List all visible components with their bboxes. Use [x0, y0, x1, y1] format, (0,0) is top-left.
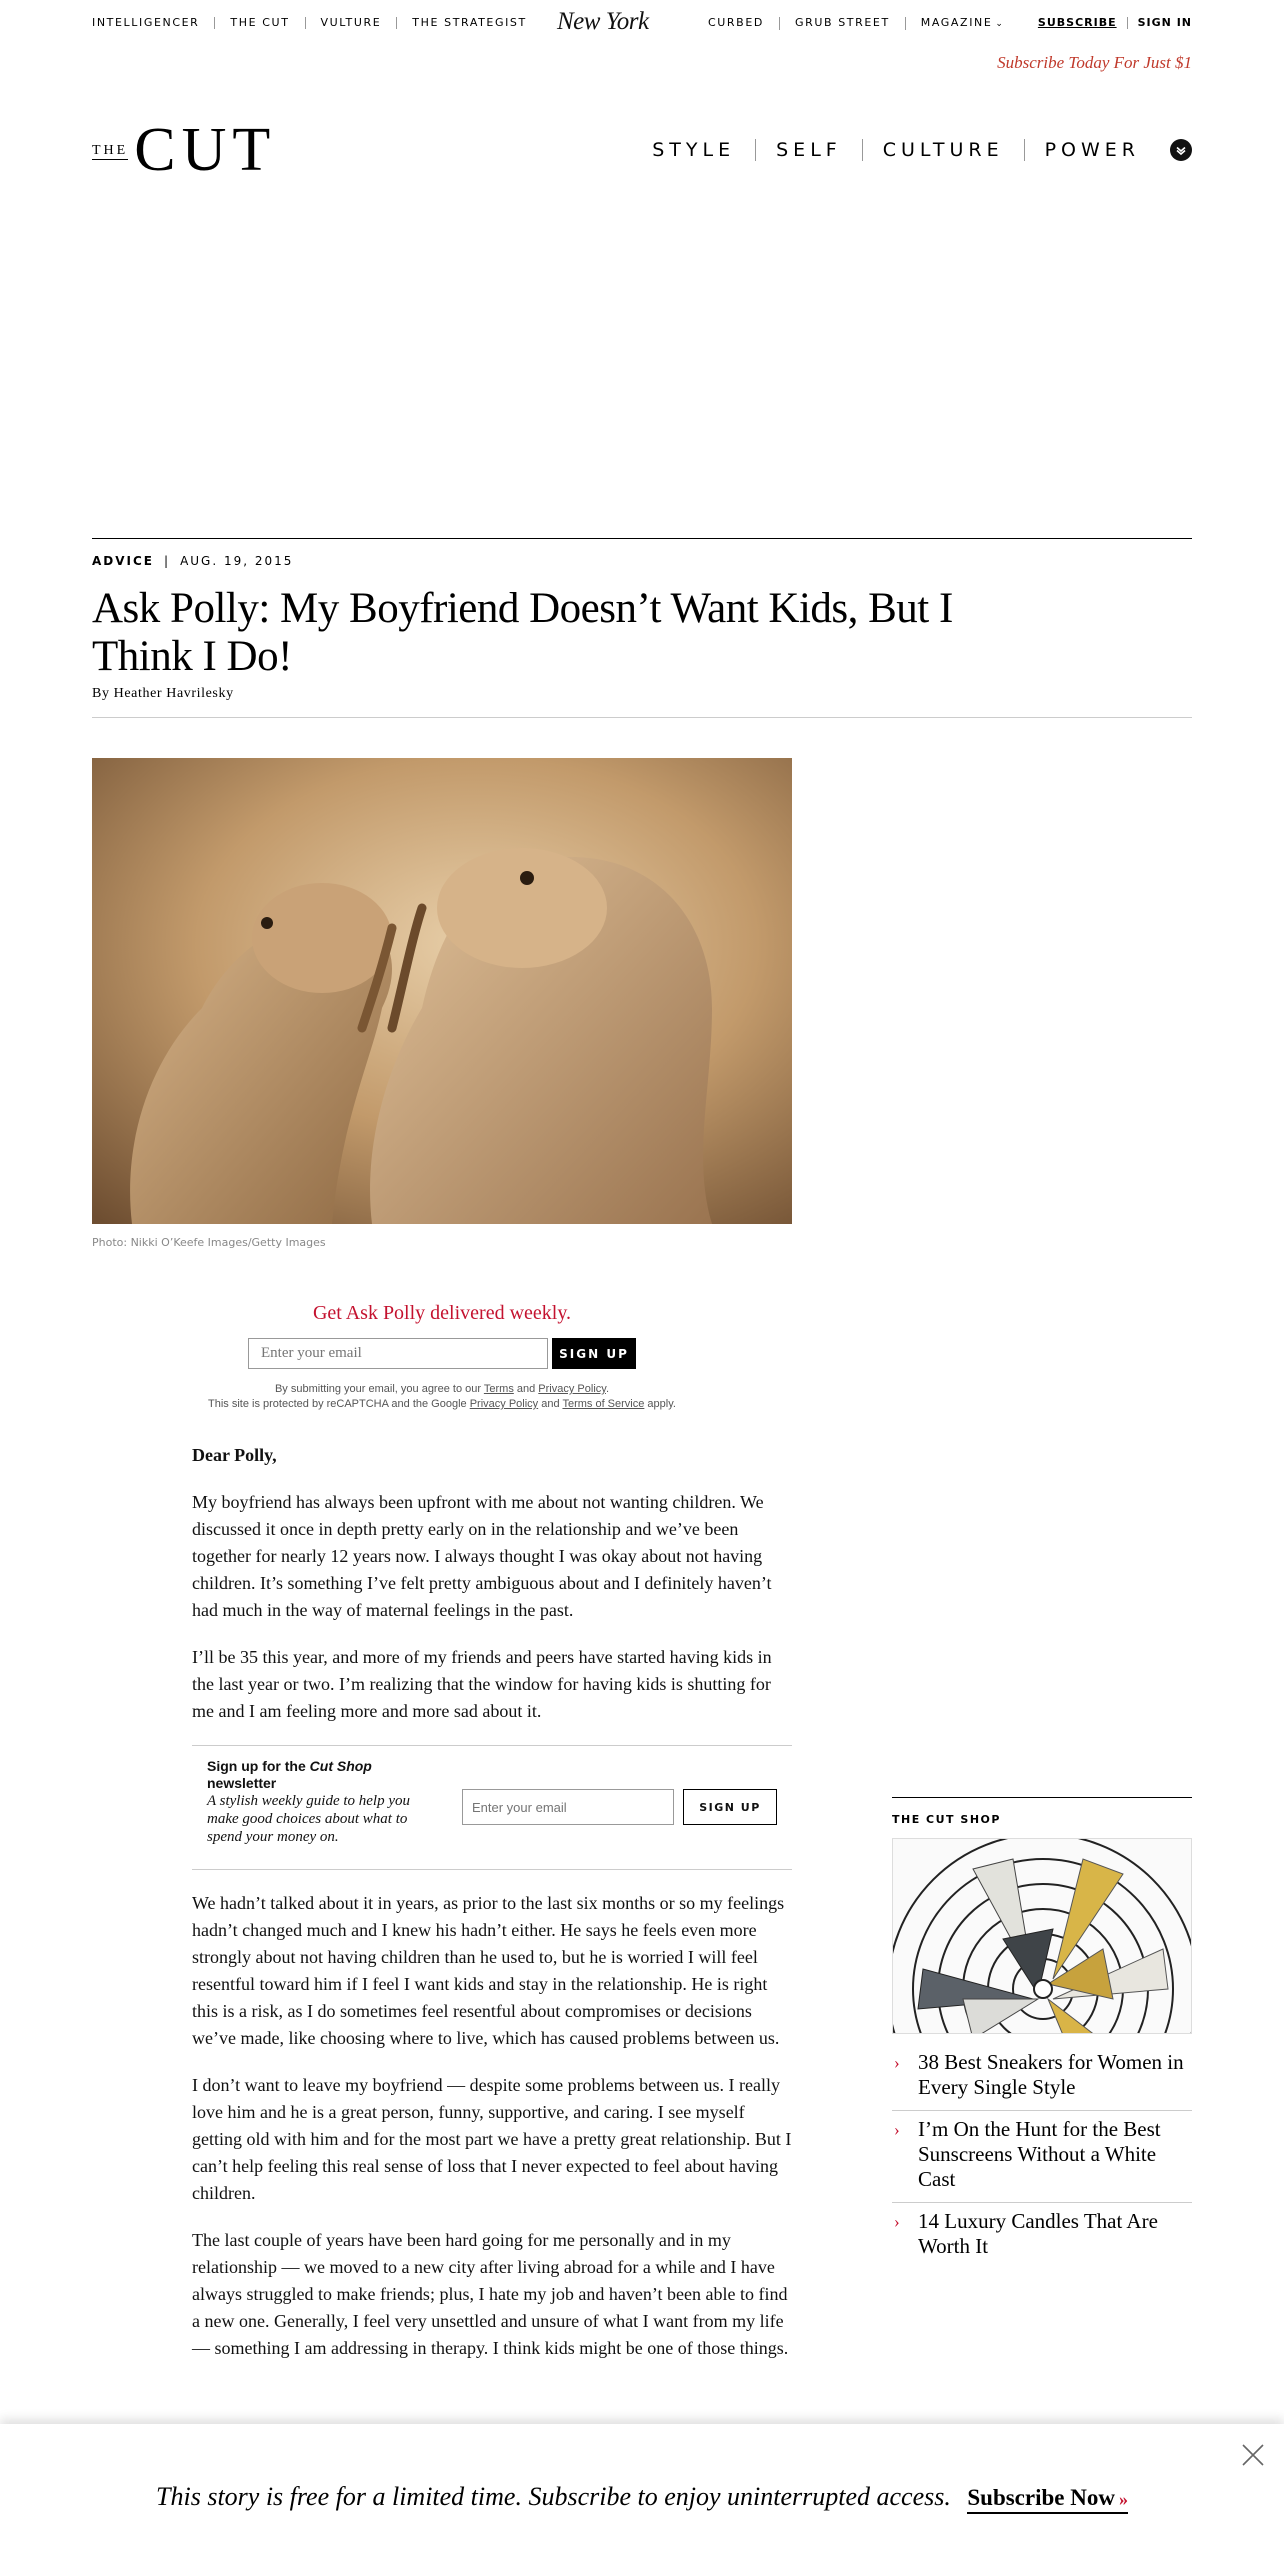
subscribe-link[interactable]: SUBSCRIBE [1028, 17, 1128, 29]
fine-print-and: and [513, 1383, 539, 1395]
section-self[interactable]: SELF [755, 139, 862, 161]
nav-link-magazine[interactable] [905, 17, 1020, 30]
newsletter-email-input[interactable] [248, 1338, 548, 1369]
salutation: Dear Polly, [192, 1445, 277, 1465]
terms-link[interactable]: Terms [483, 1383, 514, 1395]
network-nav [92, 0, 1192, 50]
google-terms-link[interactable]: Terms of Service [562, 1398, 645, 1410]
prairie-dogs-illustration [92, 758, 792, 1224]
chevron-right-icon: › [894, 2053, 900, 2072]
article-photo [92, 758, 792, 1224]
title-prefix: Sign up for the [207, 1758, 310, 1774]
nav-link-grub-street[interactable]: GRUB STREET [779, 17, 905, 30]
sneakers-illustration [893, 1839, 1192, 2034]
masthead [92, 116, 1192, 184]
fine-print-line-1: By submitting your email, you agree to our Terms and Privacy Policy. [274, 1383, 610, 1395]
nav-link-vulture[interactable]: VULTURE [305, 17, 397, 29]
fine-print-and-2: and [538, 1398, 563, 1410]
the-cut-logo[interactable] [92, 116, 277, 184]
cut-shop-sidebar [892, 1797, 1192, 2269]
title-suffix: newsletter [207, 1775, 277, 1791]
section-nav [632, 139, 1192, 161]
byline[interactable]: By Heather Havrilesky [92, 686, 234, 701]
logo-cut: CUT [134, 116, 277, 184]
account-links [1028, 17, 1192, 29]
article-paragraph: The last couple of years have been hard going for me personally and in my relationship — we moved to a new city after living abroad for a while and I have always struggled to make friends; plus, I hate my job and haven’t been able to find a new one. Generally, I feel very unsettled and unsure of what I want from my life — something I am addressing in therapy. I think kids might be one of those things. [192, 2230, 789, 2358]
logo-the: THE [92, 143, 129, 158]
fine-print-text: By submitting your email, you agree to our [274, 1383, 484, 1395]
article-paragraph: I don’t want to leave my boyfriend — despite some problems between us. I really love him and he is a great person, funny, supportive, and caring. I see myself getting old with him and for the most part we have a pretty great relationship. But I can’t help feeling this real sense of loss that I never expected to feel about having children. [192, 2075, 792, 2203]
recaptcha-text: This site is protected by reCAPTCHA and the Google [208, 1398, 470, 1410]
cut-shop-newsletter-description: A stylish weekly guide to help you make good choices about what to spend your money on. [207, 1793, 411, 1845]
cut-shop-item-title: 14 Luxury Candles That Are Worth It [918, 2209, 1158, 2258]
cut-shop-item[interactable] [892, 2203, 1192, 2269]
close-icon[interactable] [1240, 2442, 1266, 2468]
article-rubric [92, 554, 293, 568]
privacy-policy-link[interactable]: Privacy Policy [538, 1383, 606, 1395]
network-nav-mid [708, 17, 1020, 30]
google-privacy-link[interactable]: Privacy Policy [469, 1398, 539, 1410]
subscribe-footer-message: This story is free for a limited time. Subscribe to enjoy uninterrupted access. [156, 2482, 951, 2511]
ask-polly-newsletter [92, 1302, 792, 1412]
article-paragraph: We hadn’t talked about it in years, as prior to the last six months or so my feelings hadn’t changed much and I knew his hadn’t either. He says he feels even more strongly about not having children than he used to, but he is worried I will feel resentful toward him if I feel I want kids and stay in the relationship. He is right this is a risk, as I do sometimes feel resentful about compromises or decisions we’ve made, like choosing where to live, which has caused problems between us. [192, 1893, 785, 2048]
section-style[interactable]: STYLE [652, 139, 736, 161]
sidebar-heading: THE CUT SHOP [892, 1813, 1001, 1826]
byline-rule [92, 717, 1192, 718]
section-power[interactable]: POWER [1024, 139, 1160, 161]
chevron-right-icon: › [894, 2212, 900, 2231]
chevron-down-icon: ⌄ [995, 19, 1005, 29]
article-paragraph: My boyfriend has always been upfront with me about not wanting children. We discussed it once in depth pretty early on in the relationship and we’ve been together for nearly 12 years now. I always thought I was okay about not having children. It’s something I’ve felt pretty ambiguous about and I definitely haven’t had much in the way of maternal feelings in the past. [192, 1492, 772, 1620]
menu-button[interactable] [1170, 139, 1192, 161]
newsletter-heading: Get Ask Polly delivered weekly. [312, 1302, 572, 1324]
cut-shop-item-title: 38 Best Sneakers for Women in Every Single Style [918, 2050, 1184, 2099]
nav-link-curbed[interactable]: CURBED [708, 16, 764, 29]
cut-shop-newsletter-title [207, 1758, 437, 1792]
nav-link-intelligencer[interactable]: INTELLIGENCER [92, 16, 200, 29]
article-paragraph: I’ll be 35 this year, and more of my friends and peers have started having kids in the last year or two. I’m realizing that the window for having kids is shutting for me and I am feeling more and more sad about it. [192, 1647, 772, 1721]
sign-in-link[interactable]: SIGN IN [1137, 16, 1192, 29]
cut-shop-newsletter [192, 1745, 792, 1870]
nav-link-strategist[interactable]: THE STRATEGIST [396, 17, 542, 29]
cut-shop-item[interactable] [892, 2111, 1192, 2203]
cut-shop-item[interactable] [892, 2044, 1192, 2111]
photo-credit: Photo: Nikki O’Keefe Images/Getty Images [92, 1236, 326, 1249]
newsletter-fine-print [92, 1382, 792, 1412]
cut-shop-list [892, 2044, 1192, 2269]
subscribe-promo-link[interactable]: Subscribe Today For Just $1 [997, 53, 1192, 72]
subscribe-now-button[interactable] [967, 2485, 1128, 2514]
subscribe-now-label: Subscribe Now [967, 2485, 1115, 2510]
publish-date: AUG. 19, 2015 [180, 554, 294, 568]
title-em: Cut Shop [309, 1758, 372, 1774]
subscribe-footer [0, 2424, 1284, 2568]
cut-shop-email-input[interactable] [462, 1789, 674, 1825]
new-york-logo[interactable]: New York [557, 8, 649, 35]
sneakers-image[interactable] [892, 1838, 1192, 2034]
chevron-down-icon [1175, 144, 1187, 156]
cut-shop-item-title: I’m On the Hunt for the Best Sunscreens Without a White Cast [918, 2117, 1161, 2191]
article-headline: Ask Polly: My Boyfriend Doesn’t Want Kids, But I Think I Do! [92, 585, 953, 680]
magazine-label: MAGAZINE [920, 16, 993, 29]
double-chevron-right-icon: » [1118, 2489, 1128, 2509]
article-body [192, 1442, 792, 2382]
header-rule [92, 538, 1192, 539]
nav-link-the-cut[interactable]: THE CUT [214, 17, 304, 29]
cut-shop-signup-button[interactable]: SIGN UP [683, 1789, 777, 1825]
newsletter-form [92, 1338, 792, 1369]
subscribe-footer-content [0, 2482, 1284, 2512]
newsletter-signup-button[interactable]: SIGN UP [552, 1338, 636, 1369]
fine-print-line-2 [92, 1397, 792, 1412]
rubric-tag[interactable]: ADVICE [92, 554, 155, 568]
fine-print-apply: apply. [644, 1398, 676, 1410]
network-nav-left [92, 17, 542, 29]
section-culture[interactable]: CULTURE [862, 139, 1024, 161]
chevron-right-icon: › [894, 2120, 900, 2139]
rubric-separator: | [164, 554, 171, 568]
